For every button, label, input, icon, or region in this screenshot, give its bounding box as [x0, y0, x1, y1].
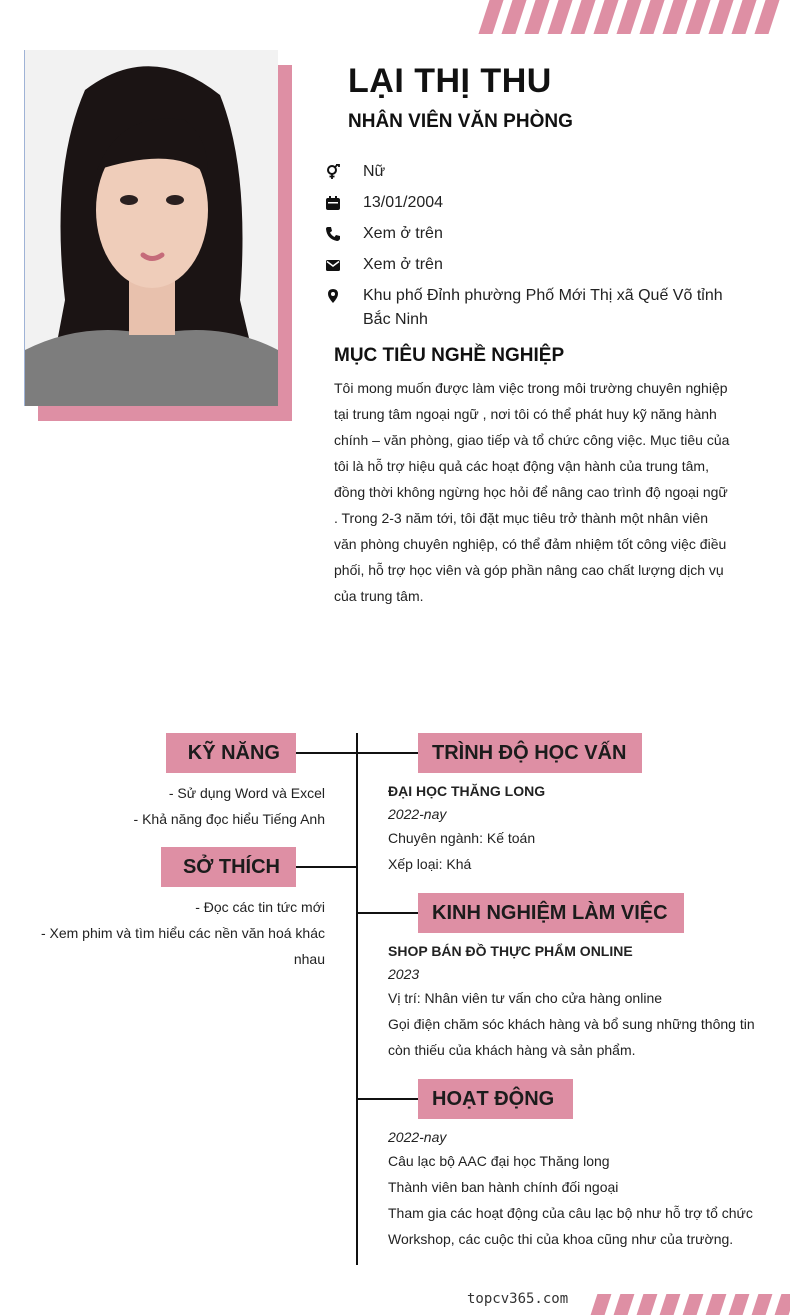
experience-period: 2023	[388, 966, 420, 982]
objective-title: MỤC TIÊU NGHỀ NGHIỆP	[334, 345, 565, 366]
decorative-stripes-bottom	[594, 1294, 790, 1315]
hobbies-list	[25, 894, 325, 972]
education-title: TRÌNH ĐỘ HỌC VẤN	[418, 733, 642, 773]
education-line: Chuyên ngành: Kế toán	[388, 830, 536, 846]
hobby-item: - Xem phim và tìm hiểu các nền văn hoá khác nhau	[40, 925, 325, 967]
skill-item: - Khả năng đọc hiểu Tiếng Anh	[133, 811, 325, 827]
objective-text: Tôi mong muốn được làm việc trong môi trường chuyên nghiệp tại trung tâm ngoại ngữ , nơi tôi có thể phát huy kỹ năng hành chính – văn phòng, giao tiếp và tổ chức công việc. Mục tiêu của tôi là hỗ trợ hiệu quả các hoạt động vận hành của trung tâm, đồng thời không ngừng học hỏi để nâng cao trình độ ngoại ngữ . Trong 2-3 năm tới, tôi đặt mục tiêu trở thành một nhân viên văn phòng chuyên nghiệp, có thể đảm nhiệm tốt công việc điều phối, hỗ trợ học viên và góp phần nâng cao chất lượng dịch vụ của trung tâm.	[334, 380, 730, 604]
education-period: 2022-nay	[388, 806, 447, 822]
skills-connector	[296, 752, 358, 754]
job-title: NHÂN VIÊN VĂN PHÒNG	[348, 111, 573, 132]
decorative-stripes-top	[484, 0, 783, 34]
experience-connector	[356, 912, 418, 914]
skills-title: KỸ NĂNG	[166, 733, 296, 773]
info-address	[323, 284, 743, 332]
location-icon	[323, 284, 343, 308]
hobbies-title: SỞ THÍCH	[161, 847, 296, 887]
experience-line: Gọi điện chăm sóc khách hàng và bổ sung những thông tin còn thiếu của khách hàng và sản phẩm.	[388, 1016, 755, 1058]
activities-line: Tham gia các hoạt động của câu lạc bộ như hỗ trợ tổ chức Workshop, các cuộc thi của khoa cũng như của trường.	[388, 1205, 753, 1247]
activities-block	[388, 1126, 763, 1252]
timeline-vertical-line	[356, 733, 358, 1265]
profile-photo	[24, 50, 278, 406]
experience-company: SHOP BÁN ĐỒ THỰC PHẨM ONLINE	[388, 943, 633, 959]
hobbies-connector	[296, 866, 358, 868]
email-icon	[323, 253, 343, 277]
phone-value: Xem ở trên	[363, 225, 443, 242]
experience-title: KINH NGHIỆM LÀM VIỆC	[418, 893, 684, 933]
candidate-name: LẠI THỊ THU	[348, 62, 552, 100]
info-phone	[323, 222, 743, 246]
gender-value: Nữ	[363, 163, 386, 180]
skills-list	[25, 780, 325, 832]
gender-icon	[323, 160, 343, 184]
address-value: Khu phố Đỉnh phường Phố Mới Thị xã Quế Võ tỉnh Bắc Ninh	[363, 287, 723, 328]
email-value: Xem ở trên	[363, 256, 443, 273]
activities-title: HOẠT ĐỘNG	[418, 1079, 573, 1119]
skill-item: - Sử dụng Word và Excel	[168, 785, 325, 801]
education-line: Xếp loại: Khá	[388, 856, 472, 872]
personal-info	[323, 160, 743, 339]
info-email	[323, 253, 743, 277]
experience-block	[388, 939, 763, 1063]
birthday-value: 13/01/2004	[363, 194, 444, 211]
activities-connector	[356, 1098, 418, 1100]
activities-line: Thành viên ban hành chính đối ngoại	[388, 1179, 619, 1195]
education-school: ĐẠI HỌC THĂNG LONG	[388, 783, 546, 799]
phone-icon	[323, 222, 343, 246]
calendar-icon	[323, 191, 343, 215]
experience-line: Vị trí: Nhân viên tư vấn cho cửa hàng online	[388, 990, 663, 1006]
footer-url: topcv365.com	[467, 1291, 569, 1307]
education-block	[388, 779, 763, 877]
hobby-item: - Đọc các tin tức mới	[195, 899, 325, 915]
info-birthday	[323, 191, 743, 215]
education-connector	[356, 752, 418, 754]
activities-period: 2022-nay	[388, 1129, 447, 1145]
info-gender	[323, 160, 743, 184]
activities-line: Câu lạc bộ AAC đại học Thăng long	[388, 1153, 610, 1169]
